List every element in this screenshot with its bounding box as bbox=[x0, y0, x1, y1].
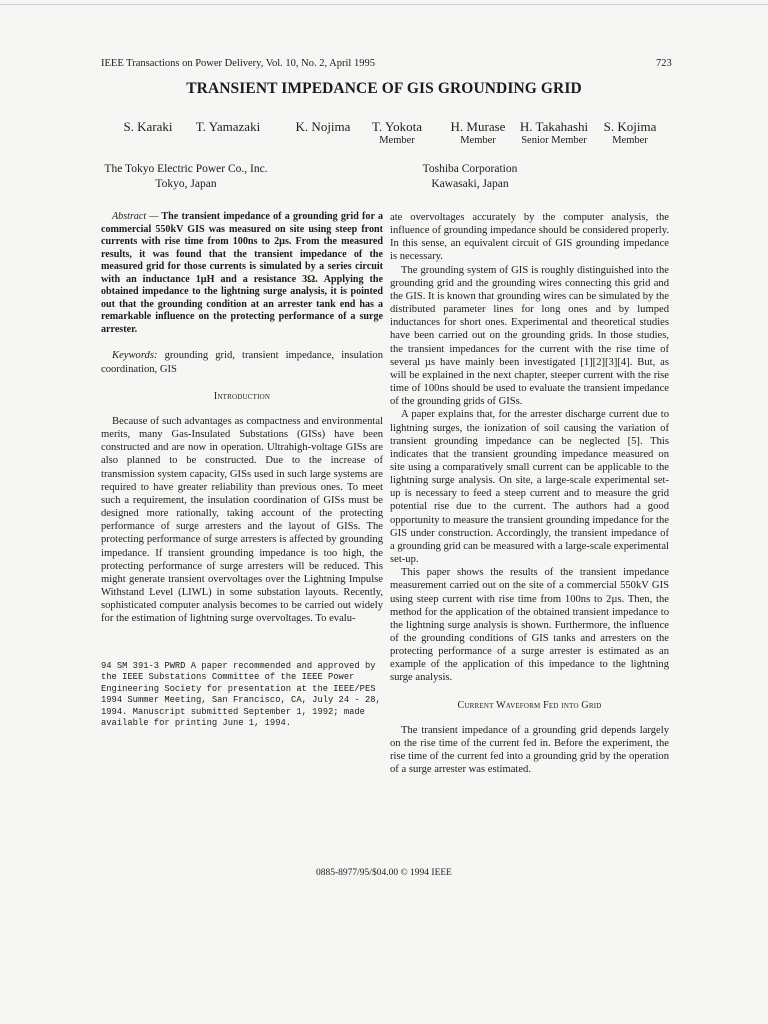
author-takahashi bbox=[512, 119, 596, 147]
author-yamazaki bbox=[178, 119, 278, 134]
keywords-text: grounding grid, transient impedance, insulation coordination, GIS bbox=[101, 350, 383, 375]
footnote: 94 SM 391-3 PWRD A paper recommended and approved by the IEEE Substations Committee of the IEEE Power Engineering Society for presentation at the IEEE/PES 1994 Summer Meeting, San Francisco, CA, July 24 - 28, 1994. Manuscript submitted September 1, 1992; made available for printing June 1, 1994. bbox=[101, 661, 381, 729]
section-heading-introduction: Introduction bbox=[213, 390, 271, 402]
paragraph-rise-time: The transient impedance of a grounding grid depends largely on the rise time of the current fed in. Before the experiment, the rise time of the current fed into a grounding grid by the operation of a surge arrester was estimated. bbox=[390, 724, 669, 776]
author-grade: Member bbox=[379, 135, 415, 146]
author-karaki bbox=[112, 119, 184, 134]
affiliation-tepco bbox=[101, 162, 271, 192]
author-name: K. Nojima bbox=[295, 119, 351, 134]
top-edge-rule bbox=[0, 4, 768, 5]
paragraph-ionization: A paper explains that, for the arrester discharge current due to lightning surges, the ionization of soil causing the variation of transient grounding impedance can be neglected [5]. This indicates that the transient grounding impedance measured on site using a comparatively small current can be applicable to the lightning surge analysis. On site, a large-scale experimental set-up is necessary to feed a steep current and to measure the grid potential rise due to the current. The authors had a good opportunity to measure the transient grounding impedance for the GIS under construction. Accordingly, the transient impedance of a grounding grid can be measured with a large-scale experimental set-up. bbox=[390, 409, 669, 566]
page-number: 723 bbox=[656, 58, 672, 69]
paragraph-this-paper: This paper shows the results of the transient impedance measurement carried out on the site of a commercial 550kV GIS using steep current with rise time from 100ns to 2µs. Then, the method for the application of the obtained transient impedance to the lightning surge analysis is shown. Furthermore, the influence of the grounding conditions of GIS tanks and arresters on the protecting performance of a surge arrester is estimated as an example of the application of this impedance to the lightning surge analysis. bbox=[390, 567, 669, 684]
author-name: H. Takahashi bbox=[519, 119, 589, 134]
author-kojima bbox=[598, 119, 662, 147]
author-name: T. Yokota bbox=[372, 119, 422, 134]
author-grade: Member bbox=[460, 135, 496, 146]
keywords-label: Keywords: bbox=[112, 350, 158, 362]
author-grade: Senior Member bbox=[521, 135, 587, 146]
right-column bbox=[390, 211, 669, 776]
affiliation-line: Tokyo, Japan bbox=[155, 178, 217, 190]
intro-paragraph-continuation: ate overvoltages accurately by the computer analysis, the influence of grounding impedance should be considered properly. In this sense, an equivalent circuit of GIS grounding impedance is necessary. bbox=[390, 212, 669, 263]
author-name: S. Karaki bbox=[123, 119, 173, 134]
author-name: H. Murase bbox=[450, 119, 506, 134]
copyright-line: 0885-8977/95/$04.00 © 1994 IEEE bbox=[316, 868, 452, 878]
keywords bbox=[101, 349, 383, 375]
author-yokota bbox=[359, 119, 435, 147]
affiliation-line: Toshiba Corporation bbox=[422, 163, 518, 175]
paragraph-grounding-system: The grounding system of GIS is roughly distinguished into the grounding grid and the grounding wires connecting this grid and the GIS. It is known that grounding wires can be simulated by the distributed parameter lines for long ones and by lumped inductances for short ones. Experimental and theoretical studies have been carried out on the grounding grids. In those studies, the transient impedances for the current with the rise time of several µs have mainly been investigated [1][2][3][4]. But, as will be explained in the next chapter, steeper current with the rise time of 100ns should be used to evaluate the transient impedance of the grounding grids of GISs. bbox=[390, 264, 669, 408]
intro-paragraph bbox=[101, 415, 383, 626]
author-nojima bbox=[283, 119, 363, 134]
section-heading-current-waveform: Current Waveform Fed into Grid bbox=[457, 699, 602, 711]
paper-title: TRANSIENT IMPEDANCE OF GIS GROUNDING GRID bbox=[186, 80, 582, 97]
author-grade: Member bbox=[612, 135, 648, 146]
abstract-text: The transient impedance of a grounding grid for a commercial 550kV GIS was measured on site using steep front currents with rise time from 100ns to 2µs. From the measured results, it was found that the transient impedance of the measured grid for those currents is simulated by a series circuit with an inductance 1µH and a resistance 3Ω. Applying the obtained impedance to the lightning surge analysis, it is pointed out that the grounding condition at an arrester tank end has a remarkable influence on the protecting performance of a surge arrester. bbox=[101, 211, 383, 335]
affiliation-line: Kawasaki, Japan bbox=[431, 178, 509, 190]
intro-paragraph-text: Because of such advantages as compactness and environmental merits, many Gas-Insulated Substations (GISs) have been constructed and are now in operation. Ultrahigh-voltage GISs are also planned to be constructed. Due to the increase of transmission system capacity, GISs used in such large systems are required to have greater reliability than previous ones. To meet such a requirement, the insulation coordination of GISs must be designed more rationally, taking account of the protecting performance of surge arresters and the layout of GISs. The protecting performance of surge arresters is affected by grounding impedance. If transient grounding impedance is too high, the protecting performance of surge arresters will be reduced. This might generate transient overvoltages over the Lightning Impulse Withstand Level (LIWL) in some substation layouts. Recently, sophisticated computer analysis becomes to be carried out widely for the estimation of lightning surge overvoltages. To evalu- bbox=[101, 415, 383, 625]
journal-header: IEEE Transactions on Power Delivery, Vol. 10, No. 2, April 1995 bbox=[101, 58, 375, 69]
affiliation-toshiba bbox=[405, 162, 535, 192]
author-name: S. Kojima bbox=[603, 119, 657, 134]
affiliation-line: The Tokyo Electric Power Co., Inc. bbox=[104, 163, 268, 175]
author-murase bbox=[440, 119, 516, 147]
abstract-label: Abstract — bbox=[112, 211, 159, 222]
author-name: T. Yamazaki bbox=[195, 119, 261, 134]
abstract bbox=[101, 211, 383, 336]
left-column bbox=[101, 211, 383, 625]
